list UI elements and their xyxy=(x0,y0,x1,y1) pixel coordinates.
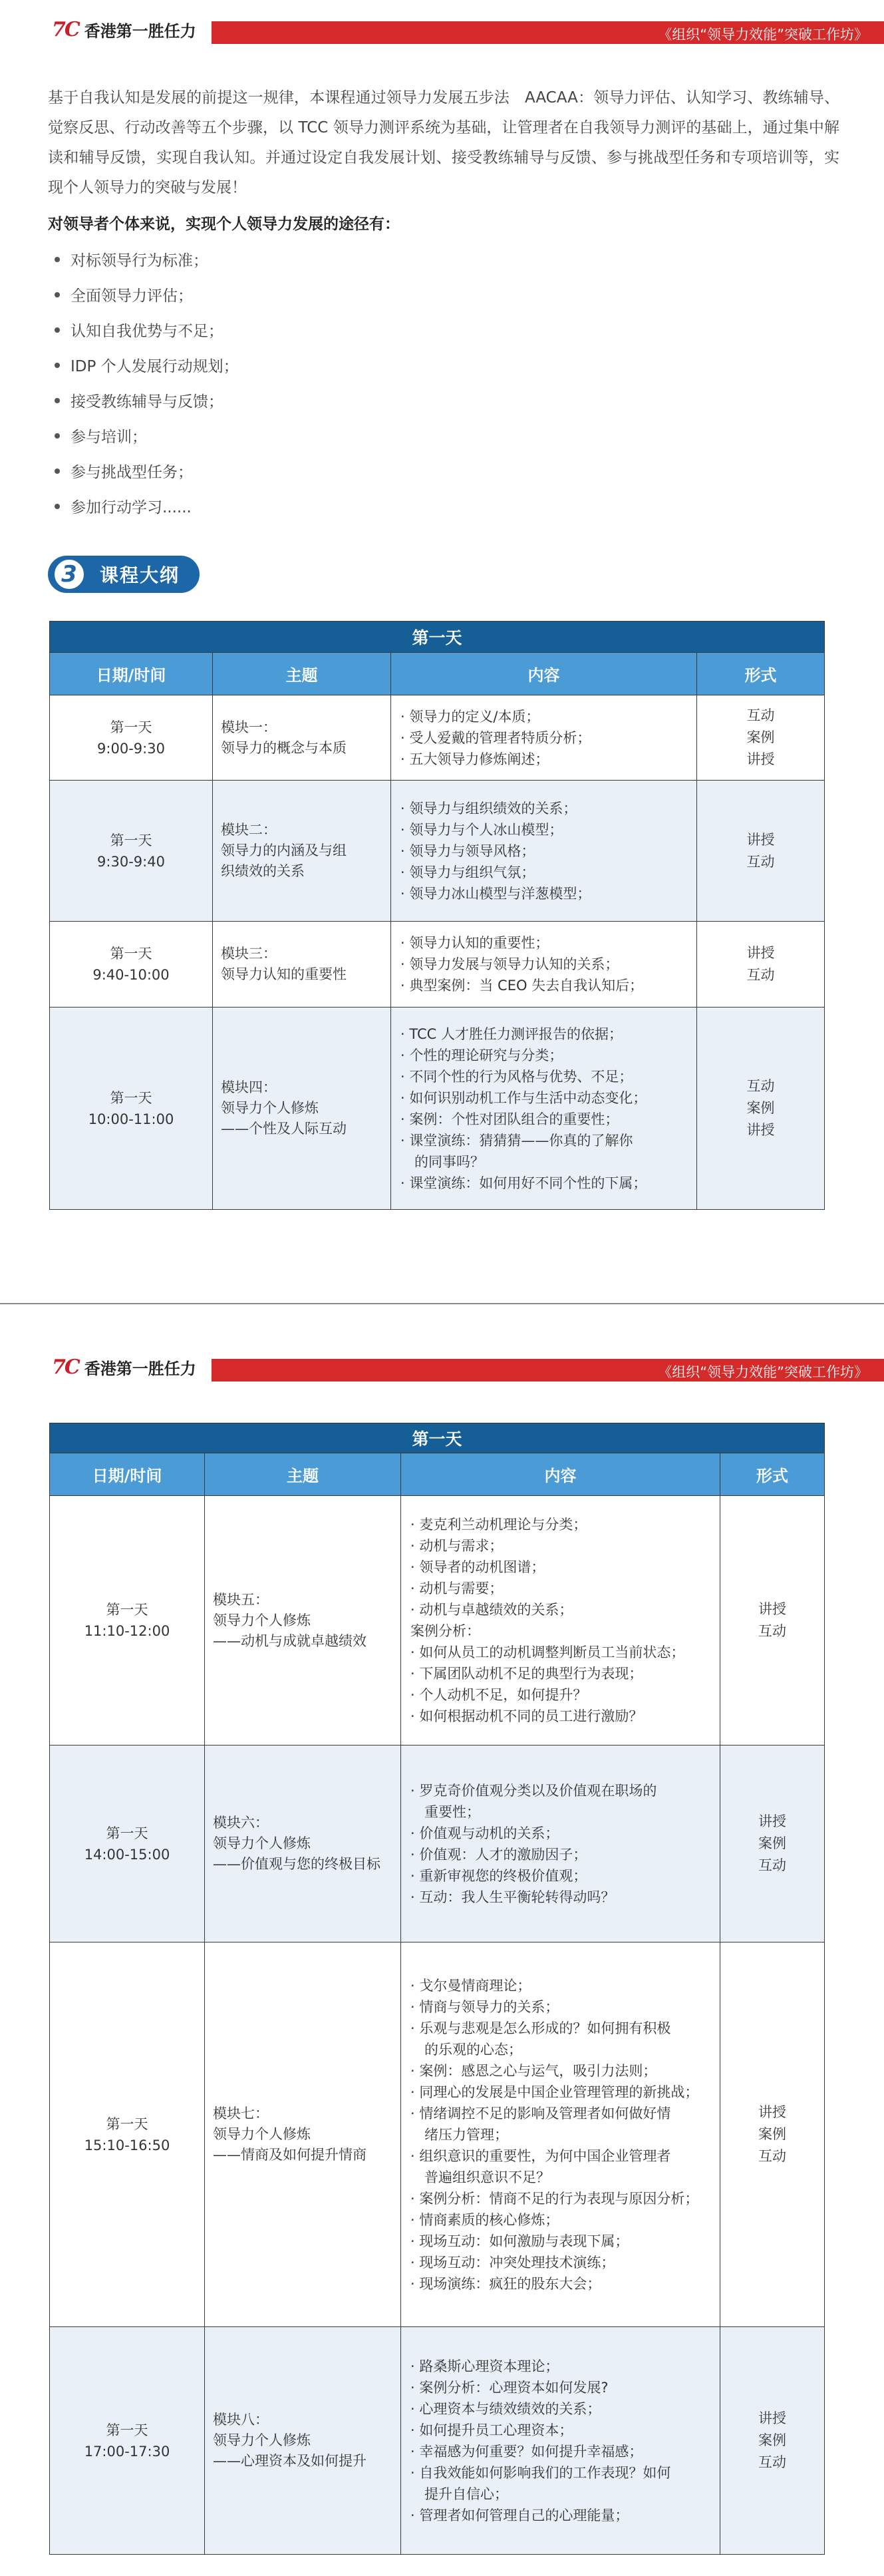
topic-cell: 模块八： 领导力个人修炼 ——心理资本及如何提升 xyxy=(205,2327,401,2555)
column-header-form: 形式 xyxy=(697,653,825,695)
list-item: 参加行动学习...... xyxy=(55,492,239,527)
content-cell: · 罗克奇价值观分类以及价值观在职场的 重要性； · 价值观与动机的关系； · 价值观：人才的激励因子； · 重新审视您的终极价值观； · 互动：我人生平衡轮转得动吗？ xyxy=(401,1746,720,1942)
section-pill xyxy=(48,556,200,593)
bullet-icon xyxy=(55,433,60,439)
bullet-icon xyxy=(55,468,60,474)
list-item: 全面领导力评估； xyxy=(55,280,239,315)
content-cell: · 领导力与组织绩效的关系； · 领导力与个人冰山模型； · 领导力与领导风格； · 领导力与组织气氛； · 领导力冰山模型与洋葱模型； xyxy=(391,781,697,922)
form-cell: 讲授 案例 互动 xyxy=(720,1942,825,2327)
topic-cell: 模块五： 领导力个人修炼 ——动机与成就卓越绩效 xyxy=(205,1496,401,1746)
form-cell: 讲授 案例 互动 xyxy=(720,2327,825,2555)
column-header-topic: 主题 xyxy=(205,1453,401,1496)
form-cell: 讲授 互动 xyxy=(697,922,825,1008)
list-item: IDP 个人发展行动规划； xyxy=(55,351,239,386)
column-header-content: 内容 xyxy=(401,1453,720,1496)
column-header-topic: 主题 xyxy=(213,653,391,695)
table-row xyxy=(50,1496,825,1746)
form-cell: 讲授 案例 互动 xyxy=(720,1746,825,1942)
table-title: 第一天 xyxy=(50,622,825,653)
logo-mark: 7C xyxy=(52,17,79,41)
banner-bar xyxy=(212,21,884,44)
content-cell: · 领导力的定义/本质； · 受人爱戴的管理者特质分析； · 五大领导力修炼阐述； xyxy=(391,695,697,781)
topic-cell: 模块三： 领导力认知的重要性 xyxy=(213,922,391,1008)
schedule-table-day1-part1 xyxy=(49,621,825,1210)
form-cell: 讲授 互动 xyxy=(720,1496,825,1746)
date-cell: 第一天 11:10-12:00 xyxy=(50,1496,205,1746)
column-header-date: 日期/时间 xyxy=(50,653,213,695)
topic-cell: 模块六： 领导力个人修炼 ——价值观与您的终极目标 xyxy=(205,1746,401,1942)
content-cell: · 领导力认知的重要性； · 领导力发展与领导力认知的关系； · 典型案例：当 CEO 失去自我认知后； xyxy=(391,922,697,1008)
section-number: 3 xyxy=(52,557,86,592)
topic-cell: 模块一： 领导力的概念与本质 xyxy=(213,695,391,781)
table-title: 第一天 xyxy=(50,1423,825,1453)
list-item: 参与挑战型任务； xyxy=(55,457,239,492)
date-cell: 第一天 17:00-17:30 xyxy=(50,2327,205,2555)
banner-title: 《组织“领导力效能”突破工作坊》 xyxy=(658,27,868,43)
table-row xyxy=(50,781,825,922)
date-cell: 第一天 10:00-11:00 xyxy=(50,1008,213,1210)
form-cell: 互动 案例 讲授 xyxy=(697,1008,825,1210)
content-cell: · 路桑斯心理资本理论； · 案例分析：心理资本如何发展? · 心理资本与绩效绩效的关系； · 如何提升员工心理资本； · 幸福感为何重要？如何提升幸福感； · 自我效能如何影响我们的工作表现？如何 提升自信心； · 管理者如何管理自己的心理能量； xyxy=(401,2327,720,2555)
bullet-icon xyxy=(55,292,60,297)
date-cell: 第一天 9:40-10:00 xyxy=(50,922,213,1008)
banner-title: 《组织“领导力效能”突破工作坊》 xyxy=(658,1364,868,1380)
column-header-form: 形式 xyxy=(720,1453,825,1496)
list-item: 参与培训； xyxy=(55,421,239,457)
intro-paragraph: 基于自我认知是发展的前提这一规律，本课程通过领导力发展五步法 AACAA：领导力评估、认知学习、教练辅导、觉察反思、行动改善等五个步骤，以 TCC 领导力测评系统为基础，让管理者在自我领导力测评的基础上，通过集中解读和辅导反馈，实现自我认知。并通过设定自我发展计划、接受教练辅导与反馈、参与挑战型任务和专项培训等，实现个人领导力的突破与发展！ xyxy=(48,89,839,196)
form-cell: 互动 案例 讲授 xyxy=(697,695,825,781)
date-cell: 第一天 14:00-15:00 xyxy=(50,1746,205,1942)
table-row xyxy=(50,922,825,1008)
bullet-icon xyxy=(55,327,60,333)
page-gap xyxy=(0,1234,884,1304)
table-row xyxy=(50,2327,825,2555)
topic-cell: 模块二： 领导力的内涵及与组 织绩效的关系 xyxy=(213,781,391,922)
company-logo xyxy=(52,16,196,43)
logo-mark: 7C xyxy=(52,1355,79,1379)
list-item: 对标领导行为标准； xyxy=(55,245,239,280)
bullet-icon xyxy=(55,363,60,368)
banner-bar xyxy=(212,1359,884,1381)
topic-cell: 模块七： 领导力个人修炼 ——情商及如何提升情商 xyxy=(205,1942,401,2327)
company-logo xyxy=(52,1354,196,1380)
development-paths-list xyxy=(55,245,239,527)
section-heading xyxy=(48,554,200,594)
date-cell: 第一天 15:10-16:50 xyxy=(50,1942,205,2327)
page-header xyxy=(0,1350,884,1384)
form-cell: 讲授 互动 xyxy=(697,781,825,922)
content-cell: · TCC 人才胜任力测评报告的依据； · 个性的理论研究与分类； · 不同个性的行为风格与优势、不足； · 如何识别动机工作与生活中动态变化； · 案例：个性对团队组合的重要性； · 课堂演练：猜猜猜——你真的了解你 的同事吗？ · 课堂演练：如何用好不同个性的下属； xyxy=(391,1008,697,1210)
content-cell: · 麦克利兰动机理论与分类； · 动机与需求； · 领导者的动机图谱； · 动机与需要； · 动机与卓越绩效的关系； 案例分析： · 如何从员工的动机调整判断员工当前状态； · 下属团队动机不足的典型行为表现； · 个人动机不足，如何提升？ · 如何根据动机不同的员工进行激励？ xyxy=(401,1496,720,1746)
logo-text: 香港第一胜任力 xyxy=(84,21,196,41)
page-two xyxy=(0,1304,884,2576)
paths-subheading: 对领导者个体来说，实现个人领导力发展的途径有： xyxy=(48,216,400,233)
table-row xyxy=(50,695,825,781)
date-cell: 第一天 9:00-9:30 xyxy=(50,695,213,781)
bullet-icon xyxy=(55,398,60,403)
logo-text: 香港第一胜任力 xyxy=(84,1359,196,1378)
section-title: 课程大纲 xyxy=(100,564,180,586)
column-header-content: 内容 xyxy=(391,653,697,695)
date-cell: 第一天 9:30-9:40 xyxy=(50,781,213,922)
table-row xyxy=(50,1746,825,1942)
table-row xyxy=(50,1008,825,1210)
bullet-icon xyxy=(55,504,60,509)
table-row xyxy=(50,1942,825,2327)
content-cell: · 戈尔曼情商理论； · 情商与领导力的关系； · 乐观与悲观是怎么形成的？如何拥有积极 的乐观的心态； · 案例：感恩之心与运气，吸引力法则； · 同理心的发展是中国企业管理管理的新挑战； · 情绪调控不足的影响及管理者如何做好情 绪压力管理； · 组织意识的重要性，为何中国企业管理者 普遍组织意识不足？ · 案例分析：情商不足的行为表现与原因分析； · 情商素质的核心修炼； · 现场互动：如何激励与表现下属； · 现场互动：冲突处理技术演练； · 现场演练：疯狂的股东大会； xyxy=(401,1942,720,2327)
schedule-table-day1-part2 xyxy=(49,1423,825,2555)
page-header xyxy=(0,12,884,47)
bullet-icon xyxy=(55,257,60,262)
list-item: 认知自我优势与不足； xyxy=(55,315,239,351)
topic-cell: 模块四： 领导力个人修炼 ——个性及人际互动 xyxy=(213,1008,391,1210)
list-item: 接受教练辅导与反馈； xyxy=(55,386,239,421)
column-header-date: 日期/时间 xyxy=(50,1453,205,1496)
